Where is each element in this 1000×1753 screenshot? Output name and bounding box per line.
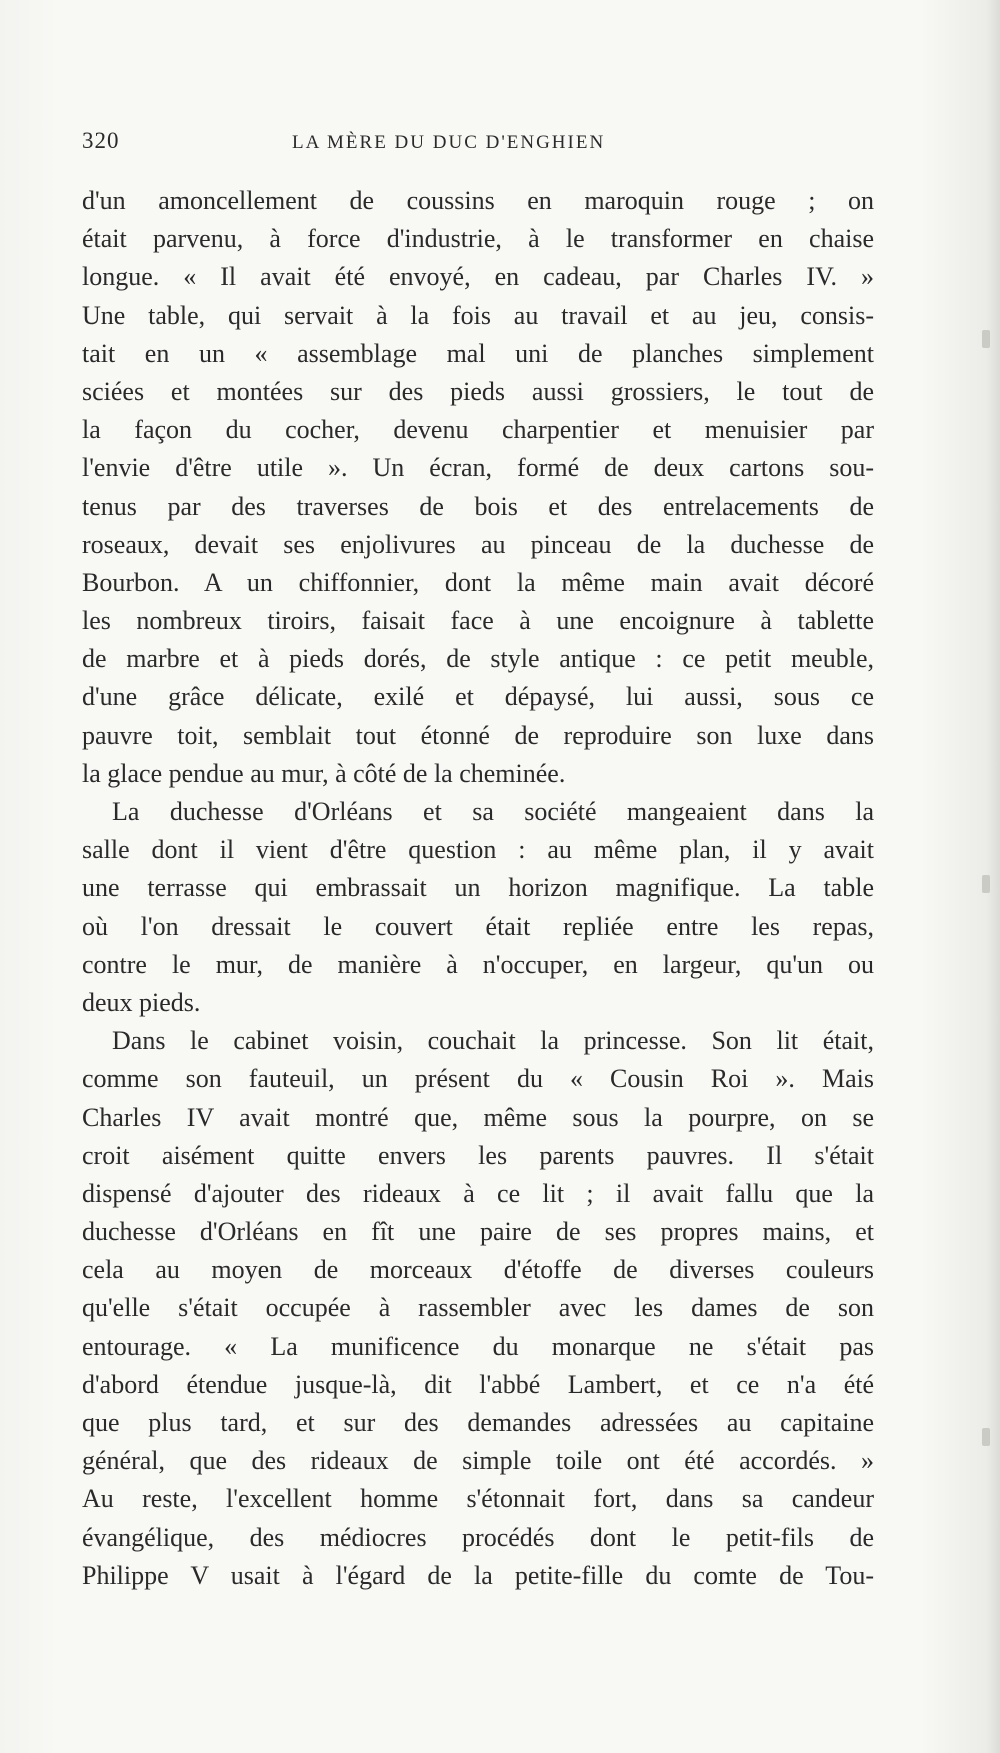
- text-line: une terrasse qui embrassait un horizon magnifique. La table: [82, 873, 874, 903]
- text-line: tait en un « assemblage mal uni de planches simplement: [82, 338, 874, 368]
- text-line: dispensé d'ajouter des rideaux à ce lit ; il avait fallu que la: [82, 1178, 874, 1208]
- text-line: Dans le cabinet voisin, couchait la princesse. Son lit était,: [112, 1026, 874, 1056]
- running-head: LA MÈRE DU DUC D'ENGHIEN: [292, 132, 606, 153]
- text-line: d'une grâce délicate, exilé et dépaysé, lui aussi, sous ce: [82, 682, 874, 712]
- text-line: la façon du cocher, devenu charpentier et menuisier par: [82, 415, 874, 445]
- text-line: tenus par des traverses de bois et des entrelacements de: [82, 491, 874, 521]
- text-line: d'un amoncellement de coussins en maroquin rouge ; on: [82, 186, 874, 215]
- text-line: Philippe V usait à l'égard de la petite-fille du comte de Tou-: [82, 1560, 874, 1590]
- text-line: roseaux, devait ses enjolivures au pinceau de la duchesse de: [82, 529, 874, 559]
- text-line: Charles IV avait montré que, même sous la pourpre, on se: [82, 1102, 874, 1132]
- text-line: La duchesse d'Orléans et sa société mangeaient dans la: [112, 797, 874, 826]
- text-line: deux pieds.: [82, 987, 201, 1017]
- text-line: longue. « Il avait été envoyé, en cadeau, par Charles IV. »: [82, 262, 874, 292]
- margin-mark: [982, 875, 990, 893]
- body-text: [82, 182, 874, 1595]
- text-line: sciées et montées sur des pieds aussi grossiers, le tout de: [82, 376, 874, 406]
- text-line: Au reste, l'excellent homme s'étonnait fort, dans sa candeur: [82, 1484, 874, 1514]
- text-line: comme son fauteuil, un présent du « Cousin Roi ». Mais: [82, 1064, 874, 1094]
- margin-mark: [982, 1428, 990, 1446]
- margin-mark: [982, 330, 990, 348]
- text-line: les nombreux tiroirs, faisait face à une encoignure à tablette: [82, 606, 874, 636]
- text-line: pauvre toit, semblait tout étonné de reproduire son luxe dans: [82, 720, 874, 750]
- text-line: salle dont il vient d'être question : au même plan, il y avait: [82, 835, 874, 865]
- text-line: était parvenu, à force d'industrie, à le transformer en chaise: [82, 224, 874, 254]
- text-line: l'envie d'être utile ». Un écran, formé de deux cartons sou-: [82, 453, 874, 483]
- text-line: où l'on dressait le couvert était repliée entre les repas,: [82, 911, 874, 941]
- text-line: Bourbon. A un chiffonnier, dont la même main avait décoré: [82, 567, 874, 597]
- text-line: général, que des rideaux de simple toile ont été accordés. »: [82, 1446, 874, 1476]
- text-line: cela au moyen de morceaux d'étoffe de diverses couleurs: [82, 1255, 874, 1285]
- text-line: Une table, qui servait à la fois au travail et au jeu, consis-: [82, 300, 874, 330]
- text-line: que plus tard, et sur des demandes adressées au capitaine: [82, 1408, 874, 1437]
- text-line: croit aisément quitte envers les parents pauvres. Il s'était: [82, 1140, 874, 1170]
- text-line: qu'elle s'était occupée à rassembler avec les dames de son: [82, 1293, 874, 1323]
- text-line: contre le mur, de manière à n'occuper, en largeur, qu'un ou: [82, 949, 874, 979]
- text-line: duchesse d'Orléans en fît une paire de ses propres mains, et: [82, 1217, 874, 1247]
- page-header: [82, 128, 872, 158]
- text-line: entourage. « La munificence du monarque ne s'était pas: [82, 1331, 874, 1361]
- text-line: évangélique, des médiocres procédés dont le petit-fils de: [82, 1522, 874, 1552]
- text-line: d'abord étendue jusque-là, dit l'abbé Lambert, et ce n'a été: [82, 1369, 874, 1399]
- text-line: la glace pendue au mur, à côté de la cheminée.: [82, 758, 566, 788]
- text-line: de marbre et à pieds dorés, de style antique : ce petit meuble,: [82, 644, 874, 674]
- page-number: 320: [82, 128, 120, 153]
